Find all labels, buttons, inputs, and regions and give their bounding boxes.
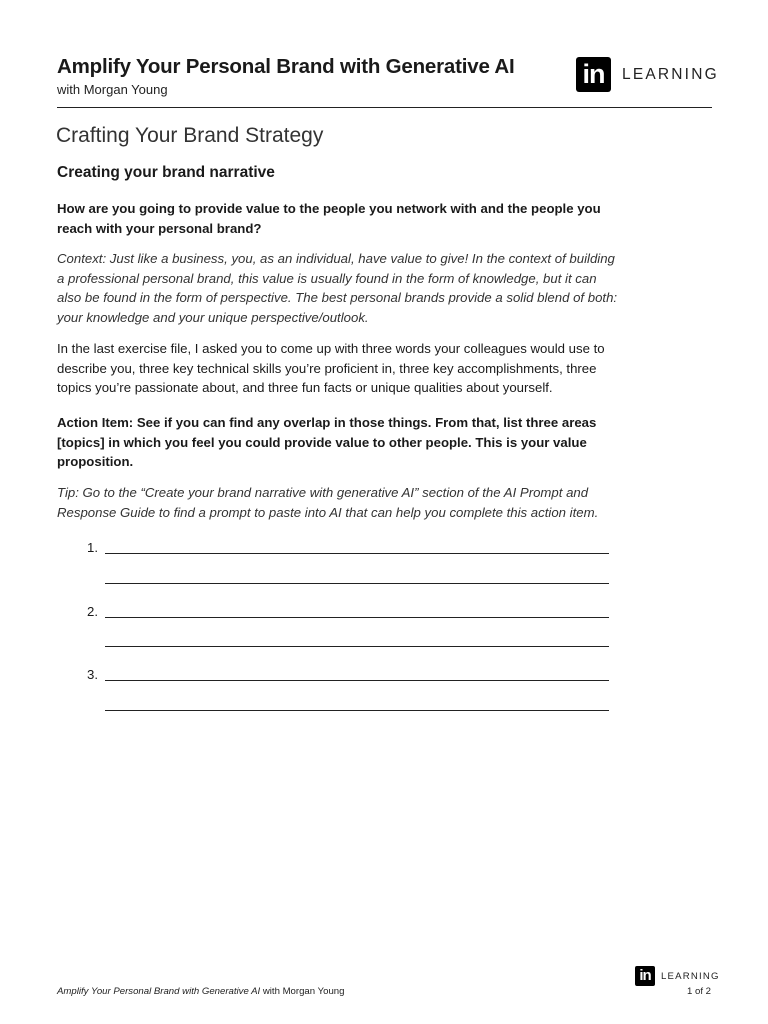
answer-line-3a[interactable] [105,680,609,681]
answer-number-3: 3. [87,667,98,682]
document-title: Amplify Your Personal Brand with Generative AI [57,55,515,78]
document-subtitle: with Morgan Young [57,82,168,97]
answer-line-1b[interactable] [105,583,609,584]
linkedin-learning-logo [576,57,719,92]
answer-line-2a[interactable] [105,617,609,618]
section-title: Crafting Your Brand Strategy [56,124,324,147]
page-number: 1 of 2 [686,986,711,997]
footer-course-title: Amplify Your Personal Brand with Generative AI [57,986,261,997]
linkedin-icon: in [576,57,611,92]
header-divider [57,107,712,108]
answer-line-2b[interactable] [105,646,609,647]
instructions-paragraph: In the last exercise file, I asked you to come up with three words your colleagues would use to describe you, three key technical skills you’re proficient in, three key accomplishments, three topics you’re passionate about, and three fun facts or unique qualities about yourself. [57,341,605,396]
footer-linkedin-learning-logo [635,966,720,986]
context-paragraph: Context: Just like a business, you, as an individual, have value to give! In the context of building a professional personal brand, this value is usually found in the form of knowledge, but it can also be found in the form of perspective. The best personal brands provide a solid blend of both: your knowledge and your unique perspective/outlook. [57,251,618,325]
answer-number-2: 2. [87,604,98,619]
logo-wordmark: LEARNING [622,65,719,83]
footer-course-credit [57,986,344,997]
tip-paragraph: Tip: Go to the “Create your brand narrative with generative AI” section of the AI Prompt and Response Guide to find a prompt to paste into AI that can help you complete this action item. [57,485,599,520]
guiding-question: How are you going to provide value to the people you network with and the people you reach with your personal brand? [57,201,601,236]
footer-logo-wordmark: LEARNING [661,970,720,982]
answer-line-3b[interactable] [105,710,609,711]
answer-number-1: 1. [87,540,98,555]
answer-line-1a[interactable] [105,553,609,554]
action-item: Action Item: See if you can find any overlap in those things. From that, list three areas [topics] in which you feel you could provide value to other people. This is your value proposition. [57,415,597,470]
sub-heading: Creating your brand narrative [57,164,275,181]
linkedin-icon: in [635,966,655,986]
footer-author: with Morgan Young [260,986,345,997]
